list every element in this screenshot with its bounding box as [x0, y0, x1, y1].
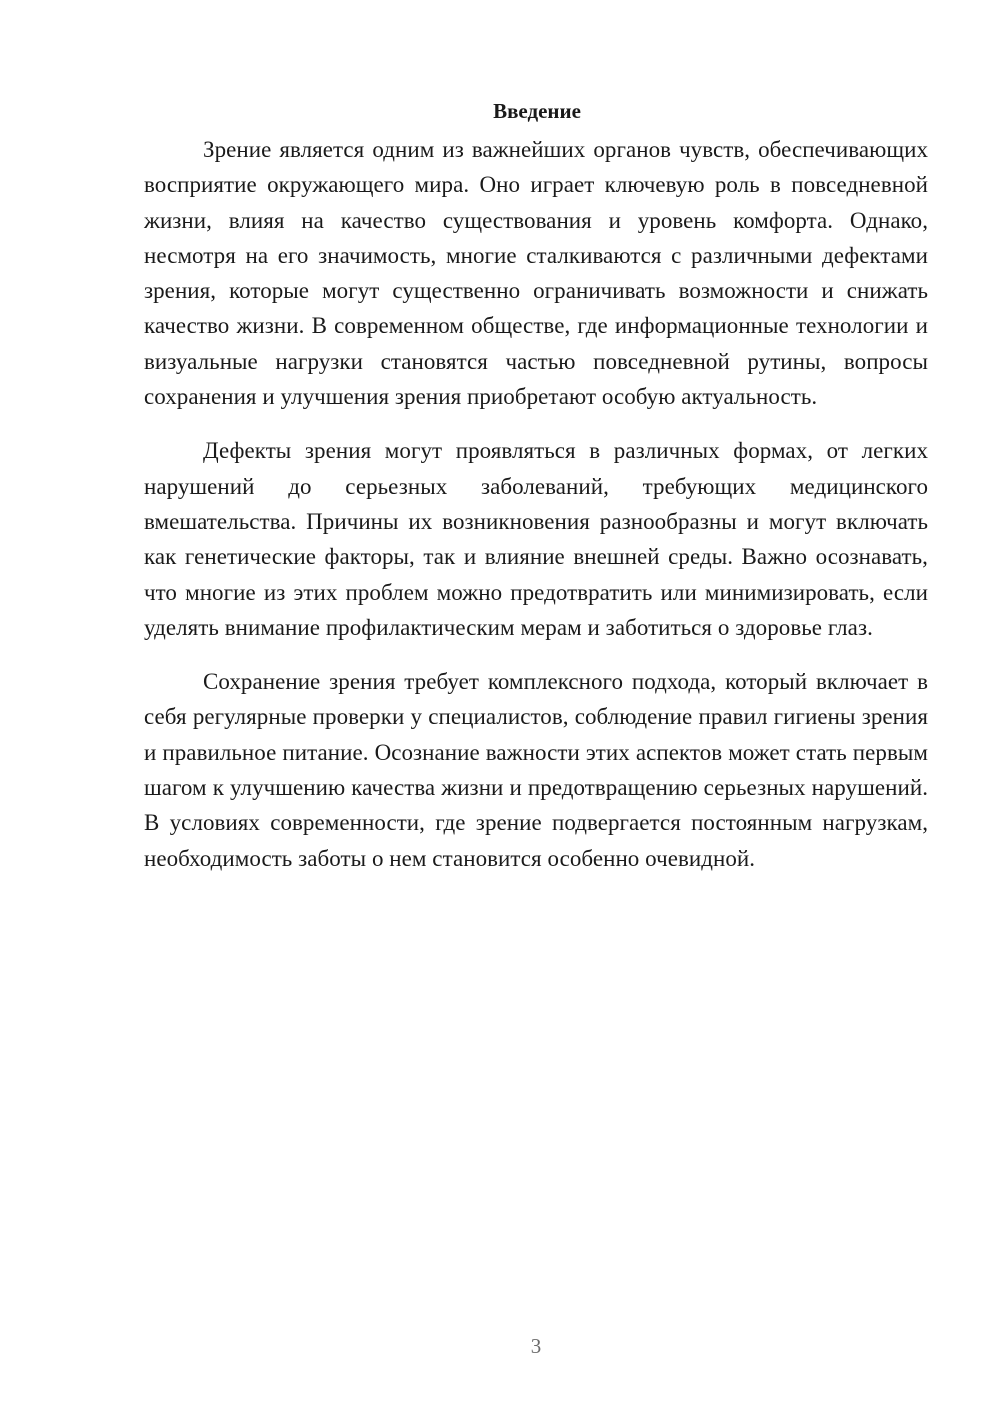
- page-content: [144, 96, 928, 895]
- page-number: 3: [530, 1334, 542, 1358]
- paragraph-1: Зрение является одним из важнейших органов чувств, обеспечивающих восприятие окружающего мира. Оно играет ключевую роль в повседневной жизни, влияя на качество существования и уровень комфорта. Однако, несмотря на его значимость, многие сталкиваются с различными дефектами зрения, которые могут существенно ограничивать возможности и снижать качество жизни. В современном обществе, где информационные технологии и визуальные нагрузки становятся частью повседневной рутины, вопросы сохранения и улучшения зрения приобретают особую актуальность.: [144, 137, 928, 410]
- section-heading: Введение: [493, 99, 581, 123]
- paragraph-2: Дефекты зрения могут проявляться в различных формах, от легких нарушений до серьезных заболеваний, требующих медицинского вмешательства. Причины их возникновения разнообразны и могут включать как генетические факторы, так и влияние внешней среды. Важно осознавать, что многие из этих проблем можно предотвратить или минимизировать, если уделять внимание профилактическим мерам и заботиться о здоровье глаз.: [144, 438, 928, 640]
- paragraph-3: Сохранение зрения требует комплексного подхода, который включает в себя регулярные проверки у специалистов, соблюдение правил гигиены зрения и правильное питание. Осознание важности этих аспектов может стать первым шагом к улучшению качества жизни и предотвращению серьезных нарушений. В условиях современности, где зрение подвергается постоянным нагрузкам, необходимость заботы о нем становится особенно очевидной.: [144, 669, 928, 871]
